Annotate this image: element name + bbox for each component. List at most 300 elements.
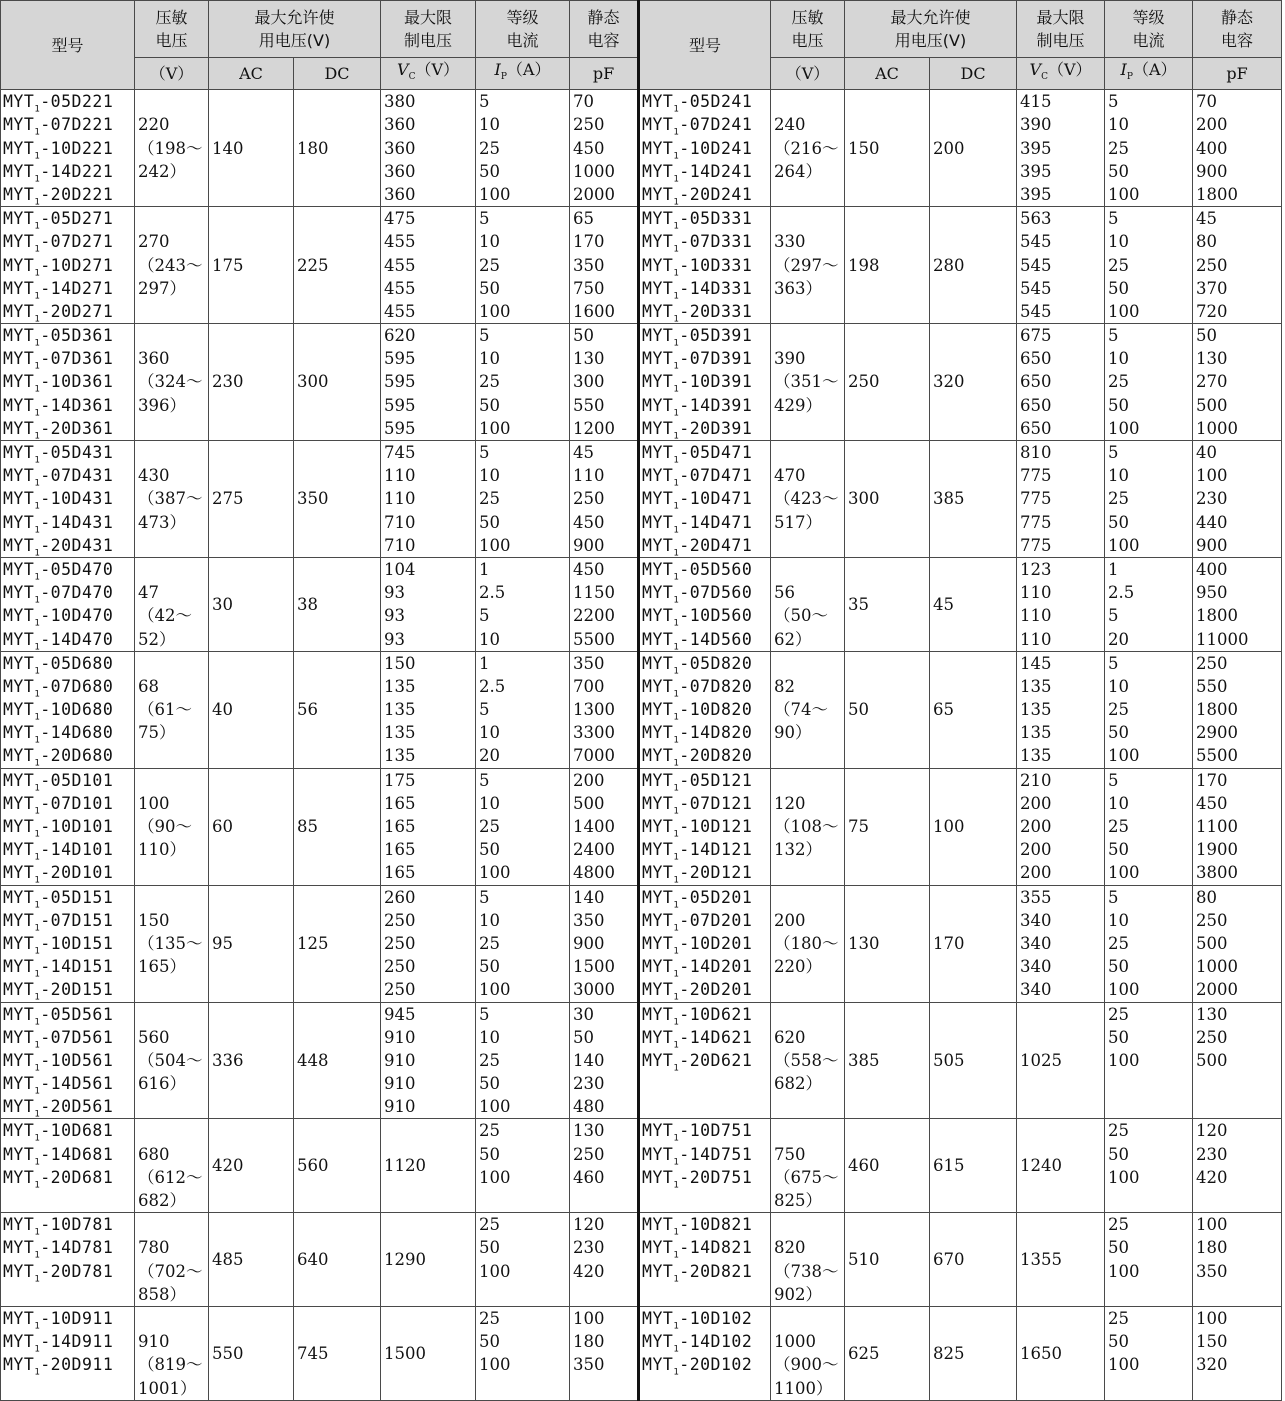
header-ac-right: AC: [845, 58, 930, 90]
capacitance-cell: 50 130 300 550 1200: [570, 324, 639, 441]
model-number: $MYT_1-20D361$: [3, 418, 114, 441]
model-cell-right: [639, 1119, 771, 1213]
rated-current-cell-right: 5 10 25 50 100: [1105, 651, 1193, 768]
capacitance-cell-right: 45 80 250 370 720: [1193, 207, 1282, 324]
model-number: $MYT_1-05D151$: [3, 887, 114, 910]
model-cell: [1, 324, 135, 441]
varistor-voltage-cell-right: 620 （558～ 682）: [771, 1002, 845, 1119]
capacitance-cell: 65 170 350 750 1600: [570, 207, 639, 324]
clamp-voltage-cell: 380 360 360 360 360: [381, 90, 476, 207]
header-clamp-right: 最大限 制电压: [1017, 1, 1105, 58]
model-number: $MYT_1-07D361$: [3, 349, 114, 372]
header-current-unit: $I_P(A)$: [476, 58, 570, 90]
ac-voltage-cell: 275: [209, 441, 294, 558]
ac-voltage-cell: 175: [209, 207, 294, 324]
model-number: $MYT_1-10D680$: [3, 700, 114, 723]
model-number: $MYT_1-20D431$: [3, 535, 114, 558]
table-row: [1, 885, 1282, 1002]
header-cap-unit: pF: [570, 58, 639, 90]
model-number: $MYT_1-14D621$: [642, 1027, 753, 1050]
model-number: $MYT_1-14D821$: [642, 1238, 753, 1261]
dc-voltage-cell: 38: [294, 557, 381, 651]
table-row: [1, 1002, 1282, 1119]
dc-voltage-cell-right: 385: [930, 441, 1017, 558]
varistor-voltage-cell: 100 （90～ 110）: [135, 768, 209, 885]
model-number: $MYT_1-10D331$: [642, 255, 753, 278]
varistor-voltage-cell-right: 390 （351～ 429）: [771, 324, 845, 441]
rated-current-cell-right: 5 10 25 50 100: [1105, 441, 1193, 558]
model-cell: [1, 1002, 135, 1119]
varistor-voltage-cell: 68 （61～ 75）: [135, 651, 209, 768]
model-number: $MYT_1-07D820$: [642, 676, 753, 700]
model-number: $MYT_1-20D102$: [642, 1355, 753, 1378]
model-number: $MYT_1-20D680$: [3, 746, 114, 769]
varistor-voltage-cell: 47 （42～ 52）: [135, 557, 209, 651]
table-body: [1, 90, 1282, 1401]
model-number: $MYT_1-14D271$: [3, 278, 114, 301]
rated-current-cell: 25 50 100: [476, 1119, 570, 1213]
model-number: $MYT_1-05D471$: [642, 443, 753, 466]
model-number: $MYT_1-20D221$: [3, 184, 114, 207]
model-cell-right: [639, 441, 771, 558]
model-number: $MYT_1-10D271$: [3, 255, 114, 278]
ac-voltage-cell: 60: [209, 768, 294, 885]
capacitance-cell: 450 1150 2200 5500: [570, 557, 639, 651]
model-number: $MYT_1-10D221$: [3, 138, 114, 161]
model-number: $MYT_1-10D621$: [642, 1004, 753, 1027]
varistor-voltage-cell-right: 470 （423～ 517）: [771, 441, 845, 558]
rated-current-cell: 5 10 25 50 100: [476, 90, 570, 207]
model-cell-right: [639, 207, 771, 324]
header-dc-right: DC: [930, 58, 1017, 90]
model-number: $MYT_1-07D560$: [642, 583, 753, 606]
table-row: [1, 1213, 1282, 1307]
model-number: $MYT_1-10D471$: [642, 489, 753, 512]
dc-voltage-cell: 180: [294, 90, 381, 207]
clamp-voltage-cell: 945 910 910 910 910: [381, 1002, 476, 1119]
model-number: $MYT_1-20D821$: [642, 1261, 753, 1284]
model-number: $MYT_1-20D101$: [3, 863, 114, 886]
clamp-voltage-cell-right: 810 775 775 775 775: [1017, 441, 1105, 558]
varistor-voltage-cell-right: 82 （74～ 90）: [771, 651, 845, 768]
dc-voltage-cell-right: 280: [930, 207, 1017, 324]
clamp-voltage-cell: 1500: [381, 1306, 476, 1400]
model-number: $MYT_1-07D101$: [3, 793, 114, 817]
ac-voltage-cell-right: 300: [845, 441, 930, 558]
header-cap-unit-right: pF: [1193, 58, 1282, 90]
model-number: $MYT_1-10D201$: [642, 933, 753, 957]
ac-voltage-cell-right: 250: [845, 324, 930, 441]
model-number: $MYT_1-20D751$: [642, 1167, 753, 1191]
rated-current-cell: 5 10 25 50 100: [476, 1002, 570, 1119]
table-row: [1, 557, 1282, 651]
ac-voltage-cell: 336: [209, 1002, 294, 1119]
model-cell: [1, 557, 135, 651]
model-number: $MYT_1-05D361$: [3, 326, 114, 349]
model-number: $MYT_1-05D561$: [3, 1004, 114, 1027]
model-number: $MYT_1-07D391$: [642, 349, 753, 372]
capacitance-cell: 140 350 900 1500 3000: [570, 885, 639, 1002]
header-capacitance: 静态 电容: [570, 1, 639, 58]
dc-voltage-cell-right: 670: [930, 1213, 1017, 1307]
model-number: $MYT_1-10D102$: [642, 1308, 753, 1332]
capacitance-cell: 350 700 1300 3300 7000: [570, 651, 639, 768]
model-number: $MYT_1-14D102$: [642, 1332, 753, 1355]
capacitance-cell: 120 230 420: [570, 1213, 639, 1307]
clamp-voltage-cell-right: 1240: [1017, 1119, 1105, 1213]
clamp-voltage-cell: 150 135 135 135 135: [381, 651, 476, 768]
varistor-voltage-cell-right: 750 （675～ 825）: [771, 1119, 845, 1213]
model-cell-right: [639, 324, 771, 441]
model-number: $MYT_1-14D781$: [3, 1238, 114, 1261]
capacitance-cell-right: 40 100 230 440 900: [1193, 441, 1282, 558]
model-number: $MYT_1-14D471$: [642, 512, 753, 535]
model-number: $MYT_1-10D241$: [642, 138, 753, 161]
clamp-voltage-cell: 260 250 250 250 250: [381, 885, 476, 1002]
model-number: $MYT_1-14D201$: [642, 957, 753, 980]
model-number: $MYT_1-14D431$: [3, 512, 114, 535]
model-number: $MYT_1-14D820$: [642, 723, 753, 746]
header-model-right: 型号: [639, 1, 771, 90]
dc-voltage-cell-right: 200: [930, 90, 1017, 207]
model-number: $MYT_1-20D121$: [642, 863, 753, 886]
model-cell: [1, 441, 135, 558]
dc-voltage-cell-right: 100: [930, 768, 1017, 885]
header-current-right: 等级 电流: [1105, 1, 1193, 58]
dc-voltage-cell: 225: [294, 207, 381, 324]
model-number: $MYT_1-10D121$: [642, 817, 753, 840]
model-number: $MYT_1-07D271$: [3, 232, 114, 255]
model-number: $MYT_1-20D391$: [642, 418, 753, 441]
model-cell-right: [639, 90, 771, 207]
ac-voltage-cell: 550: [209, 1306, 294, 1400]
model-number: $MYT_1-07D241$: [642, 115, 753, 138]
header-max-allowed-right: 最大允许使 用电压(V): [845, 1, 1017, 58]
model-number: $MYT_1-05D201$: [642, 887, 753, 910]
capacitance-cell-right: 170 450 1100 1900 3800: [1193, 768, 1282, 885]
dc-voltage-cell: 640: [294, 1213, 381, 1307]
table-row: [1, 90, 1282, 207]
model-number: $MYT_1-14D361$: [3, 395, 114, 418]
rated-current-cell-right: 25 50 100: [1105, 1306, 1193, 1400]
ac-voltage-cell: 485: [209, 1213, 294, 1307]
dc-voltage-cell-right: 615: [930, 1119, 1017, 1213]
model-cell: [1, 651, 135, 768]
model-cell: [1, 1213, 135, 1307]
model-number: $MYT_1-14D101$: [3, 840, 114, 863]
model-number: $MYT_1-20D781$: [3, 1261, 114, 1284]
model-number: $MYT_1-07D471$: [642, 466, 753, 489]
dc-voltage-cell-right: 825: [930, 1306, 1017, 1400]
model-number: $MYT_1-14D560$: [642, 629, 753, 652]
dc-voltage-cell: 745: [294, 1306, 381, 1400]
model-number: $MYT_1-20D911$: [3, 1355, 114, 1378]
model-number: $MYT_1-10D561$: [3, 1050, 114, 1074]
rated-current-cell-right: 5 10 25 50 100: [1105, 324, 1193, 441]
table-row: [1, 1119, 1282, 1213]
rated-current-cell-right: 25 50 100: [1105, 1119, 1193, 1213]
dc-voltage-cell-right: 170: [930, 885, 1017, 1002]
model-number: $MYT_1-14D121$: [642, 840, 753, 863]
header-varistor-unit-right: （V）: [771, 58, 845, 90]
model-cell-right: [639, 651, 771, 768]
table-row: [1, 324, 1282, 441]
model-number: $MYT_1-07D201$: [642, 910, 753, 934]
model-number: $MYT_1-10D391$: [642, 372, 753, 395]
clamp-voltage-cell-right: 415 390 395 395 395: [1017, 90, 1105, 207]
ac-voltage-cell-right: 50: [845, 651, 930, 768]
dc-voltage-cell: 448: [294, 1002, 381, 1119]
model-number: $MYT_1-14D681$: [3, 1144, 114, 1167]
ac-voltage-cell-right: 35: [845, 557, 930, 651]
ac-voltage-cell: 40: [209, 651, 294, 768]
varistor-voltage-cell: 780 （702～ 858）: [135, 1213, 209, 1307]
varistor-voltage-cell-right: 120 （108～ 132）: [771, 768, 845, 885]
rated-current-cell: 5 10 25 50 100: [476, 768, 570, 885]
clamp-voltage-cell-right: 145 135 135 135 135: [1017, 651, 1105, 768]
model-cell-right: [639, 1002, 771, 1119]
table-header: [1, 1, 1282, 90]
model-cell: [1, 1119, 135, 1213]
varistor-voltage-cell: 270 （243～ 297）: [135, 207, 209, 324]
varistor-voltage-cell-right: 200 （180～ 220）: [771, 885, 845, 1002]
capacitance-cell: 100 180 350: [570, 1306, 639, 1400]
clamp-voltage-cell-right: 123 110 110 110: [1017, 557, 1105, 651]
clamp-voltage-cell: 1120: [381, 1119, 476, 1213]
clamp-voltage-cell-right: 1025: [1017, 1002, 1105, 1119]
model-number: $MYT_1-05D221$: [3, 92, 114, 115]
capacitance-cell: 200 500 1400 2400 4800: [570, 768, 639, 885]
header-model: 型号: [1, 1, 135, 90]
model-number: $MYT_1-14D470$: [3, 629, 114, 652]
rated-current-cell-right: 25 50 100: [1105, 1002, 1193, 1119]
model-cell-right: [639, 557, 771, 651]
model-number: $MYT_1-20D331$: [642, 301, 753, 324]
capacitance-cell-right: 80 250 500 1000 2000: [1193, 885, 1282, 1002]
ac-voltage-cell: 420: [209, 1119, 294, 1213]
model-number: $MYT_1-10D820$: [642, 700, 753, 723]
rated-current-cell-right: 5 10 25 50 100: [1105, 768, 1193, 885]
header-varistor-voltage: 压敏 电压: [135, 1, 209, 58]
capacitance-cell: 130 250 460: [570, 1119, 639, 1213]
header-current: 等级 电流: [476, 1, 570, 58]
model-number: $MYT_1-05D271$: [3, 209, 114, 232]
rated-current-cell: 5 10 25 50 100: [476, 324, 570, 441]
model-number: $MYT_1-20D241$: [642, 184, 753, 207]
model-number: $MYT_1-20D820$: [642, 746, 753, 769]
ac-voltage-cell: 30: [209, 557, 294, 651]
dc-voltage-cell: 125: [294, 885, 381, 1002]
model-number: $MYT_1-05D241$: [642, 92, 753, 115]
model-number: $MYT_1-14D241$: [642, 161, 753, 185]
model-number: $MYT_1-10D751$: [642, 1121, 753, 1144]
ac-voltage-cell-right: 510: [845, 1213, 930, 1307]
model-number: $MYT_1-07D151$: [3, 910, 114, 934]
ac-voltage-cell-right: 460: [845, 1119, 930, 1213]
header-clamp-unit-right: $V_C(V)$: [1017, 58, 1105, 90]
model-number: $MYT_1-14D391$: [642, 395, 753, 418]
ac-voltage-cell-right: 130: [845, 885, 930, 1002]
model-number: $MYT_1-07D331$: [642, 232, 753, 255]
capacitance-cell-right: 100 180 350: [1193, 1213, 1282, 1307]
header-max-allowed: 最大允许使 用电压(V): [209, 1, 381, 58]
model-number: $MYT_1-14D221$: [3, 161, 114, 185]
model-cell: [1, 885, 135, 1002]
varistor-voltage-cell: 910 （819～ 1001）: [135, 1306, 209, 1400]
model-number: $MYT_1-10D151$: [3, 933, 114, 957]
model-number: $MYT_1-14D561$: [3, 1074, 114, 1097]
header-capacitance-right: 静态 电容: [1193, 1, 1282, 58]
model-number: $MYT_1-20D561$: [3, 1097, 114, 1119]
model-number: $MYT_1-10D681$: [3, 1121, 114, 1144]
table-row: [1, 651, 1282, 768]
model-number: $MYT_1-05D121$: [642, 770, 753, 793]
clamp-voltage-cell: 620 595 595 595 595: [381, 324, 476, 441]
header-varistor-voltage-right: 压敏 电压: [771, 1, 845, 58]
clamp-voltage-cell: 475 455 455 455 455: [381, 207, 476, 324]
ac-voltage-cell: 140: [209, 90, 294, 207]
model-number: $MYT_1-14D151$: [3, 957, 114, 980]
capacitance-cell-right: 50 130 270 500 1000: [1193, 324, 1282, 441]
model-number: $MYT_1-07D121$: [642, 793, 753, 817]
model-number: $MYT_1-05D820$: [642, 653, 753, 676]
rated-current-cell-right: 5 10 25 50 100: [1105, 885, 1193, 1002]
table-row: [1, 768, 1282, 885]
model-number: $MYT_1-07D470$: [3, 583, 114, 606]
model-number: $MYT_1-20D681$: [3, 1167, 114, 1191]
capacitance-cell-right: 70 200 400 900 1800: [1193, 90, 1282, 207]
model-number: $MYT_1-14D331$: [642, 278, 753, 301]
dc-voltage-cell: 350: [294, 441, 381, 558]
capacitance-cell-right: 100 150 320: [1193, 1306, 1282, 1400]
model-number: $MYT_1-05D431$: [3, 443, 114, 466]
ac-voltage-cell-right: 385: [845, 1002, 930, 1119]
model-number: $MYT_1-14D911$: [3, 1332, 114, 1355]
model-cell: [1, 90, 135, 207]
ac-voltage-cell-right: 75: [845, 768, 930, 885]
table-row: [1, 441, 1282, 558]
model-number: $MYT_1-10D361$: [3, 372, 114, 395]
dc-voltage-cell: 300: [294, 324, 381, 441]
model-cell-right: [639, 1213, 771, 1307]
model-number: $MYT_1-07D221$: [3, 115, 114, 138]
clamp-voltage-cell-right: 563 545 545 545 545: [1017, 207, 1105, 324]
model-number: $MYT_1-10D781$: [3, 1215, 114, 1238]
dc-voltage-cell-right: 45: [930, 557, 1017, 651]
model-number: $MYT_1-10D560$: [642, 606, 753, 629]
model-number: $MYT_1-20D271$: [3, 301, 114, 324]
model-number: $MYT_1-10D101$: [3, 817, 114, 840]
header-varistor-unit: （V）: [135, 58, 209, 90]
clamp-voltage-cell-right: 1355: [1017, 1213, 1105, 1307]
dc-voltage-cell: 85: [294, 768, 381, 885]
rated-current-cell: 25 50 100: [476, 1306, 570, 1400]
varistor-voltage-cell: 360 （324～ 396）: [135, 324, 209, 441]
model-number: $MYT_1-10D911$: [3, 1308, 114, 1332]
model-number: $MYT_1-05D560$: [642, 559, 753, 583]
varistor-voltage-cell-right: 330 （297～ 363）: [771, 207, 845, 324]
rated-current-cell: 25 50 100: [476, 1213, 570, 1307]
dc-voltage-cell-right: 320: [930, 324, 1017, 441]
model-number: $MYT_1-10D821$: [642, 1215, 753, 1238]
ac-voltage-cell: 230: [209, 324, 294, 441]
varistor-voltage-cell: 560 （504～ 616）: [135, 1002, 209, 1119]
varistor-voltage-cell-right: 1000 （900～ 1100）: [771, 1306, 845, 1400]
varistor-voltage-cell: 220 （198～ 242）: [135, 90, 209, 207]
model-number: $MYT_1-20D471$: [642, 535, 753, 558]
varistor-voltage-cell-right: 56 （50～ 62）: [771, 557, 845, 651]
varistor-voltage-cell: 430 （387～ 473）: [135, 441, 209, 558]
dc-voltage-cell: 56: [294, 651, 381, 768]
model-cell: [1, 207, 135, 324]
model-cell: [1, 768, 135, 885]
model-number: $MYT_1-10D431$: [3, 489, 114, 512]
model-number: $MYT_1-05D680$: [3, 653, 114, 676]
capacitance-cell-right: 400 950 1800 11000: [1193, 557, 1282, 651]
varistor-voltage-cell: 150 （135～ 165）: [135, 885, 209, 1002]
model-cell-right: [639, 768, 771, 885]
model-number: $MYT_1-07D431$: [3, 466, 114, 489]
rated-current-cell: 5 10 25 50 100: [476, 207, 570, 324]
capacitance-cell-right: 250 550 1800 2900 5500: [1193, 651, 1282, 768]
ac-voltage-cell: 95: [209, 885, 294, 1002]
clamp-voltage-cell: 104 93 93 93: [381, 557, 476, 651]
model-number: $MYT_1-10D470$: [3, 606, 114, 629]
capacitance-cell: 30 50 140 230 480: [570, 1002, 639, 1119]
model-number: $MYT_1-05D101$: [3, 770, 114, 793]
clamp-voltage-cell: 175 165 165 165 165: [381, 768, 476, 885]
model-number: $MYT_1-20D201$: [642, 980, 753, 1002]
rated-current-cell: 1 2.5 5 10 20: [476, 651, 570, 768]
capacitance-cell: 70 250 450 1000 2000: [570, 90, 639, 207]
header-clamp-unit: $V_C(V)$: [381, 58, 476, 90]
model-number: $MYT_1-05D470$: [3, 559, 114, 583]
clamp-voltage-cell-right: 1650: [1017, 1306, 1105, 1400]
table-row: [1, 207, 1282, 324]
rated-current-cell: 5 10 25 50 100: [476, 441, 570, 558]
model-number: $MYT_1-05D391$: [642, 326, 753, 349]
clamp-voltage-cell-right: 210 200 200 200 200: [1017, 768, 1105, 885]
rated-current-cell: 5 10 25 50 100: [476, 885, 570, 1002]
clamp-voltage-cell-right: 355 340 340 340 340: [1017, 885, 1105, 1002]
header-ac: AC: [209, 58, 294, 90]
header-dc: DC: [294, 58, 381, 90]
clamp-voltage-cell: 745 110 110 710 710: [381, 441, 476, 558]
model-cell-right: [639, 885, 771, 1002]
model-number: $MYT_1-14D751$: [642, 1144, 753, 1167]
rated-current-cell: 1 2.5 5 10: [476, 557, 570, 651]
varistor-voltage-cell-right: 240 （216～ 264）: [771, 90, 845, 207]
varistor-voltage-cell-right: 820 （738～ 902）: [771, 1213, 845, 1307]
rated-current-cell-right: 25 50 100: [1105, 1213, 1193, 1307]
ac-voltage-cell-right: 625: [845, 1306, 930, 1400]
rated-current-cell-right: 5 10 25 50 100: [1105, 90, 1193, 207]
clamp-voltage-cell: 1290: [381, 1213, 476, 1307]
dc-voltage-cell-right: 505: [930, 1002, 1017, 1119]
ac-voltage-cell-right: 198: [845, 207, 930, 324]
capacitance-cell-right: 130 250 500: [1193, 1002, 1282, 1119]
header-current-unit-right: $I_P(A)$: [1105, 58, 1193, 90]
varistor-voltage-cell: 680 （612～ 682）: [135, 1119, 209, 1213]
model-number: $MYT_1-07D680$: [3, 676, 114, 700]
model-number: $MYT_1-05D331$: [642, 209, 753, 232]
dc-voltage-cell-right: 65: [930, 651, 1017, 768]
ac-voltage-cell-right: 150: [845, 90, 930, 207]
model-number: $MYT_1-07D561$: [3, 1027, 114, 1050]
clamp-voltage-cell-right: 675 650 650 650 650: [1017, 324, 1105, 441]
model-number: $MYT_1-14D680$: [3, 723, 114, 746]
rated-current-cell-right: 5 10 25 50 100: [1105, 207, 1193, 324]
